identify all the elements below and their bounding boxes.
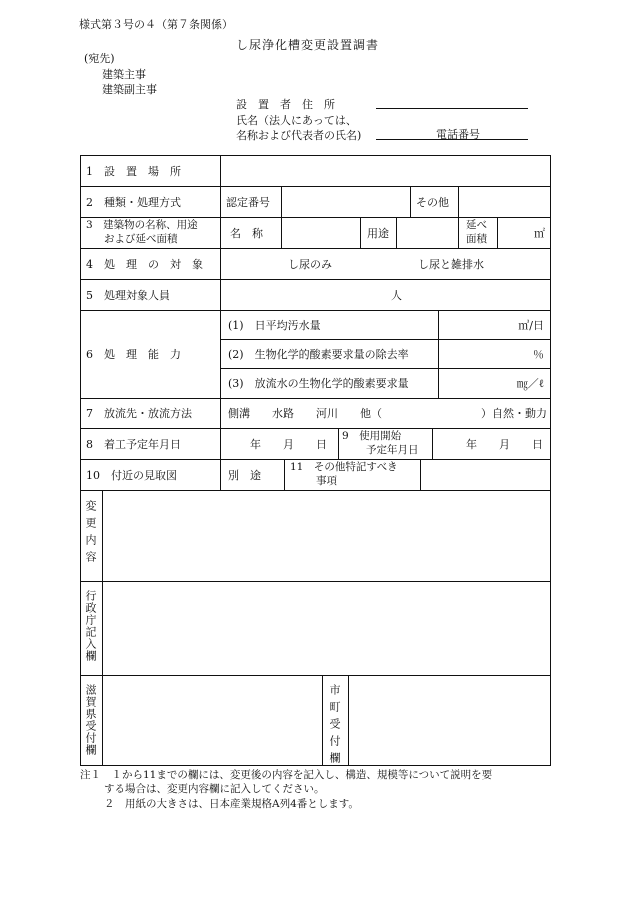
note-1-line-1: 注１ １から11までの欄には、変更後の内容を記入し、構造、規模等について説明を要 [80,769,493,781]
label-treatment-target: 4 処 理 の 対 象 [86,257,203,271]
label-building-2: および延べ面積 [104,233,178,245]
capacity-unit-3: ㎎／ℓ [516,377,544,390]
use-label: 用途 [367,226,389,240]
area-label-2: 面積 [466,233,487,245]
label-type-method: 2 種類・処理方式 [86,195,181,209]
area-unit: ㎡ [534,226,545,240]
building-name-label: 名 称 [230,226,263,240]
note-1-line-2: する場合は、変更内容欄に記入してください。 [104,783,325,795]
cert-number-label: 認定番号 [226,195,270,209]
label-other-notes-1: 11 その他特記すべき [290,461,398,473]
discharge-options[interactable]: 側溝 水路 河川 他（ ）自然・動力 [228,407,547,420]
area-label-1: 延べ [466,219,487,231]
note-2: ２ 用紙の大きさは、日本産業規格A列4番とします。 [104,798,359,810]
capacity-unit-1: ㎥/日 [518,318,544,332]
city-reception-label: 市町受付欄 [328,684,341,769]
construction-date-ymd: 年 月 日 [250,437,327,451]
capacity-item-3: (3) 放流水の生物化学的酸素要求量 [228,377,409,390]
option-urine-and-gray-water[interactable]: し尿と雑排水 [418,257,484,271]
phone-label: 電話番号 [436,128,480,141]
form-number: 様式第３号の４（第７条関係） [79,18,233,31]
label-target-persons: 5 処理対象人員 [86,288,170,302]
site-map-separate: 別 途 [228,468,261,482]
address-line [376,108,528,109]
prefecture-reception-label: 滋賀県受付欄 [84,684,97,756]
addressee-line-2: 建築副主事 [102,83,157,96]
option-urine-only[interactable]: し尿のみ [288,257,332,271]
addressee-label: (宛先) [84,52,115,65]
start-use-date-ymd: 年 月 日 [466,437,543,451]
change-content-label: 変更内容 [84,500,97,568]
label-discharge: 7 放流先・放流方法 [86,407,192,420]
addressee-line-1: 建築主事 [102,68,146,81]
label-start-use-2: 予定年月日 [366,444,419,456]
label-treatment-capacity: 6 処 理 能 力 [86,348,181,361]
form-title: し尿浄化槽変更設置調書 [236,38,380,52]
capacity-item-2: (2) 生物化学的酸素要求量の除去率 [228,347,409,361]
capacity-unit-2: ％ [533,347,544,361]
address-label: 設 置 者 住 所 [236,98,335,111]
label-other-notes-2: 事項 [316,475,337,487]
gov-office-label: 行政庁記入欄 [84,590,97,662]
label-building-1: 3 建築物の名称、用途 [86,219,198,231]
label-installation-site: 1 設 置 場 所 [86,164,181,178]
other-label: その他 [416,195,449,209]
label-start-use-1: 9 使用開始 [342,430,402,442]
capacity-item-1: (1) 日平均汚水量 [228,318,321,332]
label-construction-date: 8 着工予定年月日 [86,437,181,451]
persons-unit: 人 [391,288,402,302]
label-site-map: 10 付近の見取図 [86,468,177,482]
name-label-1: 氏名（法人にあっては、 [236,114,357,127]
name-label-2: 名称および代表者の氏名) [236,129,362,142]
